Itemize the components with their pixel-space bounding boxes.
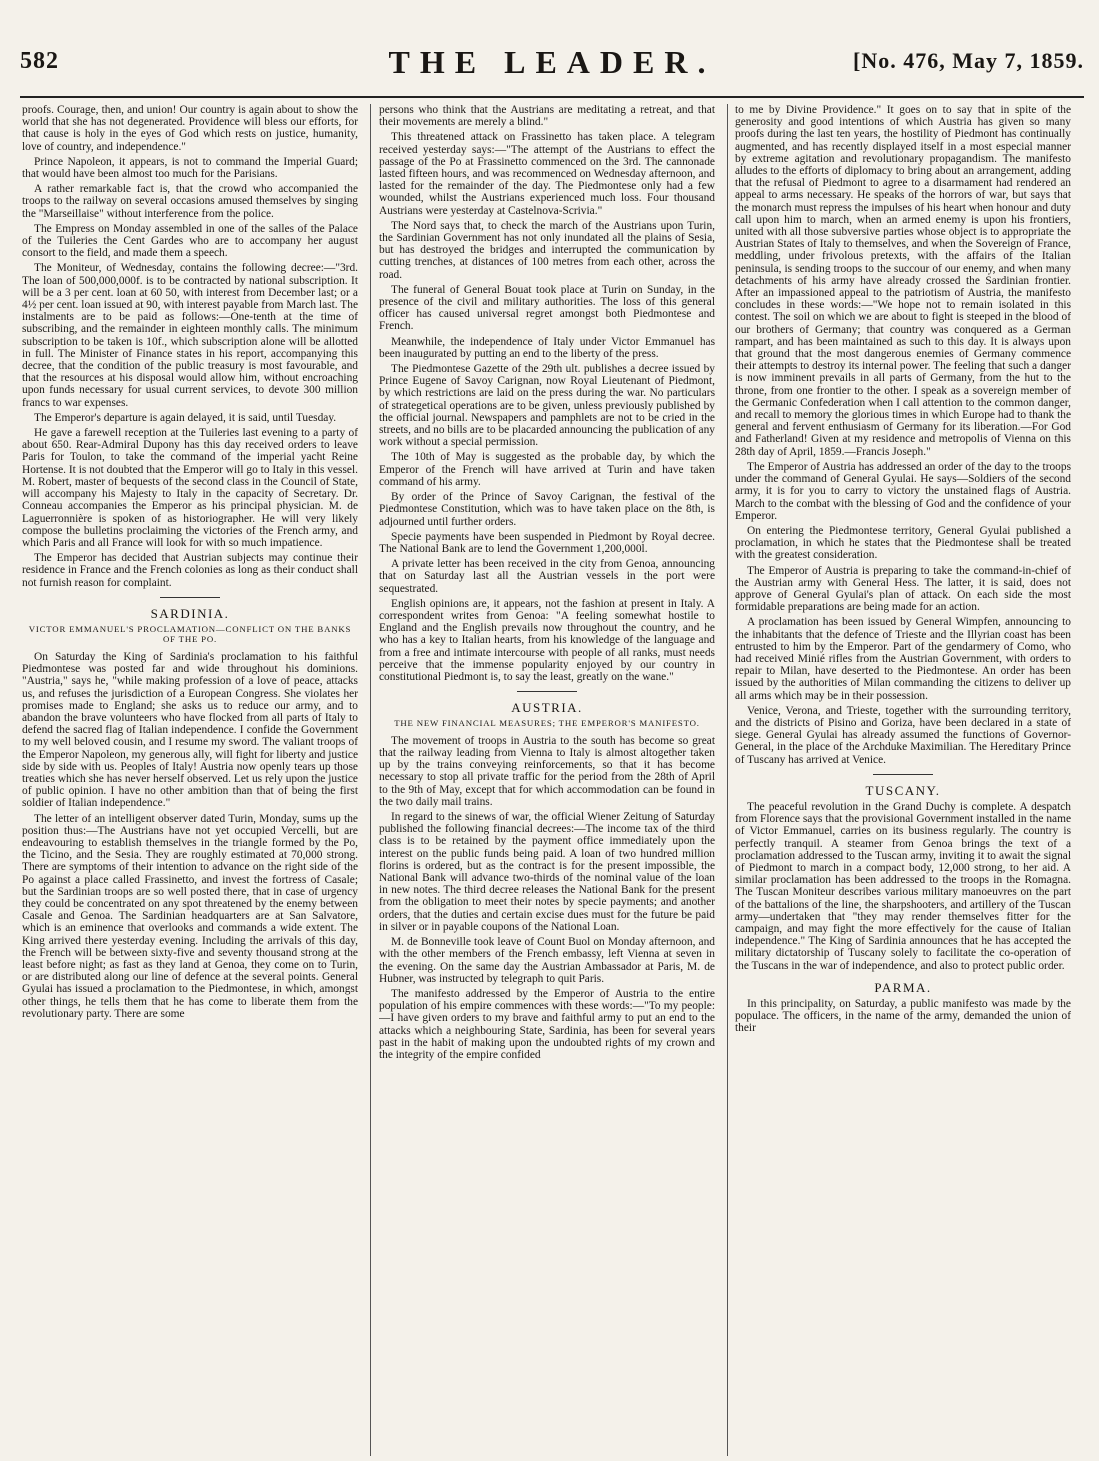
paragraph: The 10th of May is suggested as the probable day, by which the Emperor of the French will have arrived at Turin and have taken command of his army. — [379, 451, 715, 488]
paragraph: M. de Bonneville took leave of Count Buol on Monday afternoon, and with the other members of the French embassy, left Vienna at seven in the evening. On the same day the Austrian Ambassador at Paris, M. de Hubner, was instructed by telegraph to quit Paris. — [379, 936, 715, 985]
column-divider — [727, 104, 728, 1456]
section-subtitle: THE NEW FINANCIAL MEASURES; THE EMPEROR'S MANIFESTO. — [394, 718, 700, 729]
column-3 — [735, 104, 1071, 1456]
paragraph: The funeral of General Bouat took place at Turin on Sunday, in the presence of the civil and military authorities. The loss of this general officer has caused universal regret amongst both Piedmontese and French. — [379, 283, 715, 333]
paragraph: Venice, Verona, and Trieste, together with the surrounding territory, and the districts of Pisino and Goriza, have been declared in a state of siege. General Gyulai has already assumed the functions of Governor-General, in the place of the Archduke Maximilian. The Hereditary Prince of Tuscany has arrived at Venice. — [735, 704, 1071, 766]
column-divider — [370, 104, 371, 1456]
section-title-parma: PARMA. — [874, 979, 932, 995]
section-title-tuscany: TUSCANY. — [865, 782, 941, 798]
masthead — [20, 40, 1084, 98]
paragraph: The letter of an intelligent observer dated Turin, Monday, sums up the position thus:—The Austrians have not yet occupied Vercelli, but are endeavouring to establish themselves in the triangle formed by the Po, the Ticino, and the Sesia. They are roughly estimated at 70,000 strong. There are symptoms of their intention to advance on the right side of the Po against a place called Frassinetto, and invest the fortress of Casale; but the Sardinian troops are so well posted there, that in case of urgency they could be concentrated on any spot threatened by the enemy between Casale and Genoa. The Sardinian headquarters are at San Salvatore, which is an eminence that overlooks and commands a wide extent. The King arrived there yesterday evening. Including the arrivals of this day, the French will be between sixty-five and seventy thousand strong at the least before night; as fast as they land at Genoa, they come on to Turin, or are distributed along our line of defence at the several points. General Gyulai has issued a proclamation to the Piedmontese, in which, amongst other things, he tells them that he has come to liberate them from the revolutionary party. There are some — [22, 812, 358, 1020]
paragraph: proofs. Courage, then, and union! Our country is again about to show the world that she has not degenerated. Providence will bless our efforts, for that cause is holy in the eyes of God which rests on justice, humanity, love of country, and independence." — [22, 104, 358, 153]
column-2 — [379, 104, 715, 1456]
section-rule — [517, 691, 577, 692]
paragraph: The manifesto addressed by the Emperor of Austria to the entire population of his empire commences with these words:—"To my people:—I have given orders to my brave and faithful army to put an end to the attacks which a neighbouring State, Sardinia, has been for several years past in the habit of making upon the undoubted rights of my crown and the integrity of the empire confided — [379, 987, 715, 1061]
section-title-sardinia: SARDINIA. — [150, 605, 230, 621]
issue-info: [No. 476, May 7, 1859. — [853, 48, 1084, 73]
newspaper-title: THE LEADER. — [388, 44, 716, 80]
paragraph: The peaceful revolution in the Grand Duchy is complete. A despatch from Florence says that the provisional Government installed in the name of Victor Emmanuel, carries on its business regularly. The country is perfectly tranquil. A steamer from Genoa brings the text of a proclamation addressed to the Tuscan army, inviting it to await the signal of Piedmont to march in a compact body, 12,000 strong, to her aid. A similar proclamation has been addressed to the troops in the Romagna. The Tuscan Moniteur describes various military manoeuvres on the part of the battalions of the line, the sharpshooters, and artillery of the Tuscan army—undertaken that "they may render themselves fitter for the campaign, and may fight the more effectively for the cause of Italian independence." The King of Sardinia announces that he has accepted the military dictatorship of Tuscany solely to facilitate the co-operation of the Tuscans in the war of independence, and also to protect public order. — [735, 800, 1071, 972]
paragraph: A proclamation has been issued by General Wimpfen, announcing to the inhabitants that the defence of Trieste and the Illyrian coast has been entrusted to him by the Emperor. Part of the gendarmery of Como, who had received Minié rifles from the Austrian Government, with orders to repair to Milan, have deserted to the Piedmontese. An order has been issued by the authorities of Milan commanding the citizens to deliver up all arms which may be in their possession. — [735, 616, 1071, 702]
paragraph: Prince Napoleon, it appears, is not to command the Imperial Guard; that would have been almost too much for the Parisians. — [22, 155, 358, 181]
paragraph: The movement of troops in Austria to the south has become so great that the railway leading from Vienna to Italy is almost altogether taken up by the trains conveying reinforcements, so that it has become necessary to stop all private traffic for the period from the 28th of April to the 9th of May, except that for which accommodation can be found in the two daily mail trains. — [379, 734, 715, 808]
paragraph: The Emperor of Austria is preparing to take the command-in-chief of the Austrian army with General Hess. The latter, it is said, does not approve of General Gyulai's plan of attack. On each side the most formidable preparations are being made for an action. — [735, 564, 1071, 614]
paragraph: He gave a farewell reception at the Tuileries last evening to a party of about 650. Rear-Admiral Dupony has this day received orders to leave Paris for Toulon, to take the command of the imperial yacht Reine Hortense. It is not doubted that the Emperor will go to Italy in this vessel. M. Robert, master of bequests of the second class in the Council of State, will accompany his Majesty to Italy in the capacity of Secretary. Dr. Conneau accompanies the Emperor as his principal physician. M. de Laguerronnière is spoken of as historiographer. He will very likely compose the bulletins proclaiming the victories of the French army, and which Paris and all France will look for with so much impatience. — [22, 427, 358, 549]
paragraph: The Emperor's departure is again delayed, it is said, until Tuesday. — [34, 411, 337, 424]
paragraph: persons who think that the Austrians are meditating a retreat, and that their movements are merely a blind." — [379, 104, 715, 129]
section-rule — [873, 774, 933, 775]
paragraph: This threatened attack on Frassinetto has taken place. A telegram received yesterday says:—"The attempt of the Austrians to effect the passage of the Po at Frassinetto commenced on the 3rd. The cannonade lasted fifteen hours, and was recommenced on Wednesday afternoon, and lasted for the remainder of the day. The Piedmontese only had a few wounded, whilst the Austrians experienced much loss. Four thousand Austrians were yesterday at Castelnova-Scrivia." — [379, 131, 715, 217]
paragraph: On entering the Piedmontese territory, General Gyulai published a proclamation, in which he states that the Piedmontese shall be treated with the greatest consideration. — [735, 524, 1071, 562]
section-rule — [160, 597, 220, 598]
paragraph: English opinions are, it appears, not the fashion at present in Italy. A correspondent writes from Genoa: "A feeling somewhat hostile to England and the English prevails now throughout the country, and he who has a key to Italian hearts, from his knowledge of the language and from a free and intimate intercourse with people of all ranks, must needs perceive that the immense popularity enjoyed by our country in constitutional Piedmont is, to say the least, greatly on the wane." — [379, 597, 715, 683]
paragraph: The Emperor has decided that Austrian subjects may continue their residence in France and the French colonies as long as their conduct shall not furnish reason for complaint. — [22, 552, 358, 589]
paragraph: In this principality, on Saturday, a public manifesto was made by the populace. The officers, in the name of the army, demanded the union of their — [735, 998, 1071, 1035]
section-title-austria: AUSTRIA. — [511, 700, 583, 716]
section-subtitle: VICTOR EMMANUEL'S PROCLAMATION—CONFLICT ON THE BANKS OF THE PO. — [28, 623, 352, 645]
paragraph: The Emperor of Austria has addressed an order of the day to the troops under the command of General Gyulai. He says—Soldiers of the second army, it is for you to carry to victory the unstained flags of Austria. March to the combat with the blessing of God and the confidence of your Emperor. — [735, 460, 1071, 522]
paragraph: In regard to the sinews of war, the official Wiener Zeitung of Saturday published the following financial decrees:—The income tax of the third class is to be retained by the payment office immediately upon the interest on the public funds being paid. A loan of two hundred million florins is ordered, but as the contract is for the present impossible, the National Bank will advance two-thirds of the nominal value of the loan in new notes. The third decree releases the National Bank for the present from the obligation to meet their notes by specie payments; and another orders, that the duties and certain excise dues must for the future be paid in silver or in payable coupons of the National Loan. — [379, 811, 715, 933]
page-number: 582 — [20, 48, 59, 74]
column-1 — [22, 104, 358, 1456]
paragraph: Meanwhile, the independence of Italy under Victor Emmanuel has been inaugurated by putting an end to the liberty of the press. — [379, 335, 715, 360]
paragraph: A rather remarkable fact is, that the crowd who accompanied the troops to the railway on several occasions amused themselves by singing the "Marseillaise" without interference from the police. — [22, 183, 358, 220]
paragraph: On Saturday the King of Sardinia's proclamation to his faithful Piedmontese was posted far and wide throughout his dominions. "Austria," says he, "while making profession of a love of peace, attacks us, and refuses the jurisdiction of a European Congress. She violates her promises made to England; she asks us to reduce our army, and to abandon the brave volunteers who have flocked from all parts of Italy to defend the sacred flag of Italian independence. I confide the Government to my well beloved cousin, and I resume my sword. The valiant troops of the Emperor Napoleon, my generous ally, will fight for liberty and justice side by side with us. Peoples of Italy! Austria now openly tears up those treaties which she has never herself observed. Let us rely upon the justice of public opinion. I have no other ambition than that of being the first soldier of Italian independence." — [22, 650, 358, 810]
paragraph: By order of the Prince of Savoy Carignan, the festival of the Piedmontese Constitution, which was to have taken place on the 8th, is adjourned until further orders. — [379, 491, 715, 528]
paragraph: Specie payments have been suspended in Piedmont by Royal decree. The National Bank are to lend the Government 1,200,000l. — [379, 530, 715, 555]
paragraph: The Empress on Monday assembled in one of the salles of the Palace of the Tuileries the Cent Gardes who are to accompany her august consort to the field, and made them a speech. — [22, 222, 358, 260]
paragraph: The Nord says that, to check the march of the Austrians upon Turin, the Sardinian Government has not only inundated all the plains of Sesia, but has destroyed the bridges and interrupted the communication by cutting trenches, at distances of 100 metres from each other, across the road. — [379, 219, 715, 281]
paragraph: The Moniteur, of Wednesday, contains the following decree:—"3rd. The loan of 500,000,000f. is to be contracted by national subscription. It will be a 3 per cent. loan at 60 50, with interest from December last; or a 4½ per cent. loan issued at 90, with interest payable from March last. The instalments are to be paid as follows:—One-tenth at the time of subscribing, and the remainder in eighteen monthly calls. The minimum subscription to be taken is 10f., which subscription alone will be allotted in full. The Minister of Finance states in his report, accompanying this decree, that the condition of the public treasury is most favourable, and that the resources at his disposal would allow him, without encroaching upon funds necessary for usual current services, to devote 300 million francs to war expenses. — [22, 262, 358, 409]
paragraph: The Piedmontese Gazette of the 29th ult. publishes a decree issued by Prince Eugene of Savoy Carignan, now Royal Lieutenant of Piedmont, by which restrictions are laid on the press during the war. No particulars of strategetical operations are to be given, unless previously published by the official journal. Newspapers and pamphlets are not to be cried in the streets, and no bills are to be placarded announcing the publication of any work without a special permission. — [379, 363, 715, 449]
paragraph: to me by Divine Providence." It goes on to say that in spite of the generosity and good intentions of which Austria has given so many proofs during the last ten years, the hostility of Piedmont has continually augmented, and has recently displayed itself in a most especial manner by extreme agitation and revolutionary propagandism. The manifesto alludes to the efforts of diplomacy to bring about an arrangement, adding that the refusal of Piedmont to agree to a disarmament had rendered an appeal to arms necessary. He speaks of the horrors of war, but says that the monarch must repress the impulses of his heart when honour and duty call upon him to march, when an armed enemy is upon his frontiers, united with all those subversive parties whose object is to appropriate the Austrian States of Italy to themselves, and when the Sovereign of France, meddling, under frivolous pretexts, with the affairs of the Italian peninsula, is sending troops to the succour of our enemy, and when many detachments of his army have already crossed the Sardinian frontier. After an impassioned appeal to the patriotism of Austria, the manifesto concludes in these words:—"We hope not to remain isolated in this contest. The soil on which we are about to fight is steeped in the blood of our brothers of Germany; that country was conquered as a German rampart, and has been maintained as such to this day. It is always upon that ground that the most dangerous enemies of Germany commence their attempts to destroy its internal power. The feeling that such a danger is now imminent prevails in all parts of Germany, from the hut to the throne, from one frontier to the other. I speak as a sovereign member of the Germanic Confederation when I call attention to the common danger, and recall to memory the glorious times in which Europe had to thank the general and fervent enthusiasm of Germany for its liberation.—For God and Fatherland! Given at my residence and metropolis of Vienna on this 28th day of April, 1859.—Francis Joseph." — [735, 104, 1071, 458]
paragraph: A private letter has been received in the city from Genoa, announcing that on Saturday last all the Austrian vessels in the port were sequestrated. — [379, 558, 715, 595]
